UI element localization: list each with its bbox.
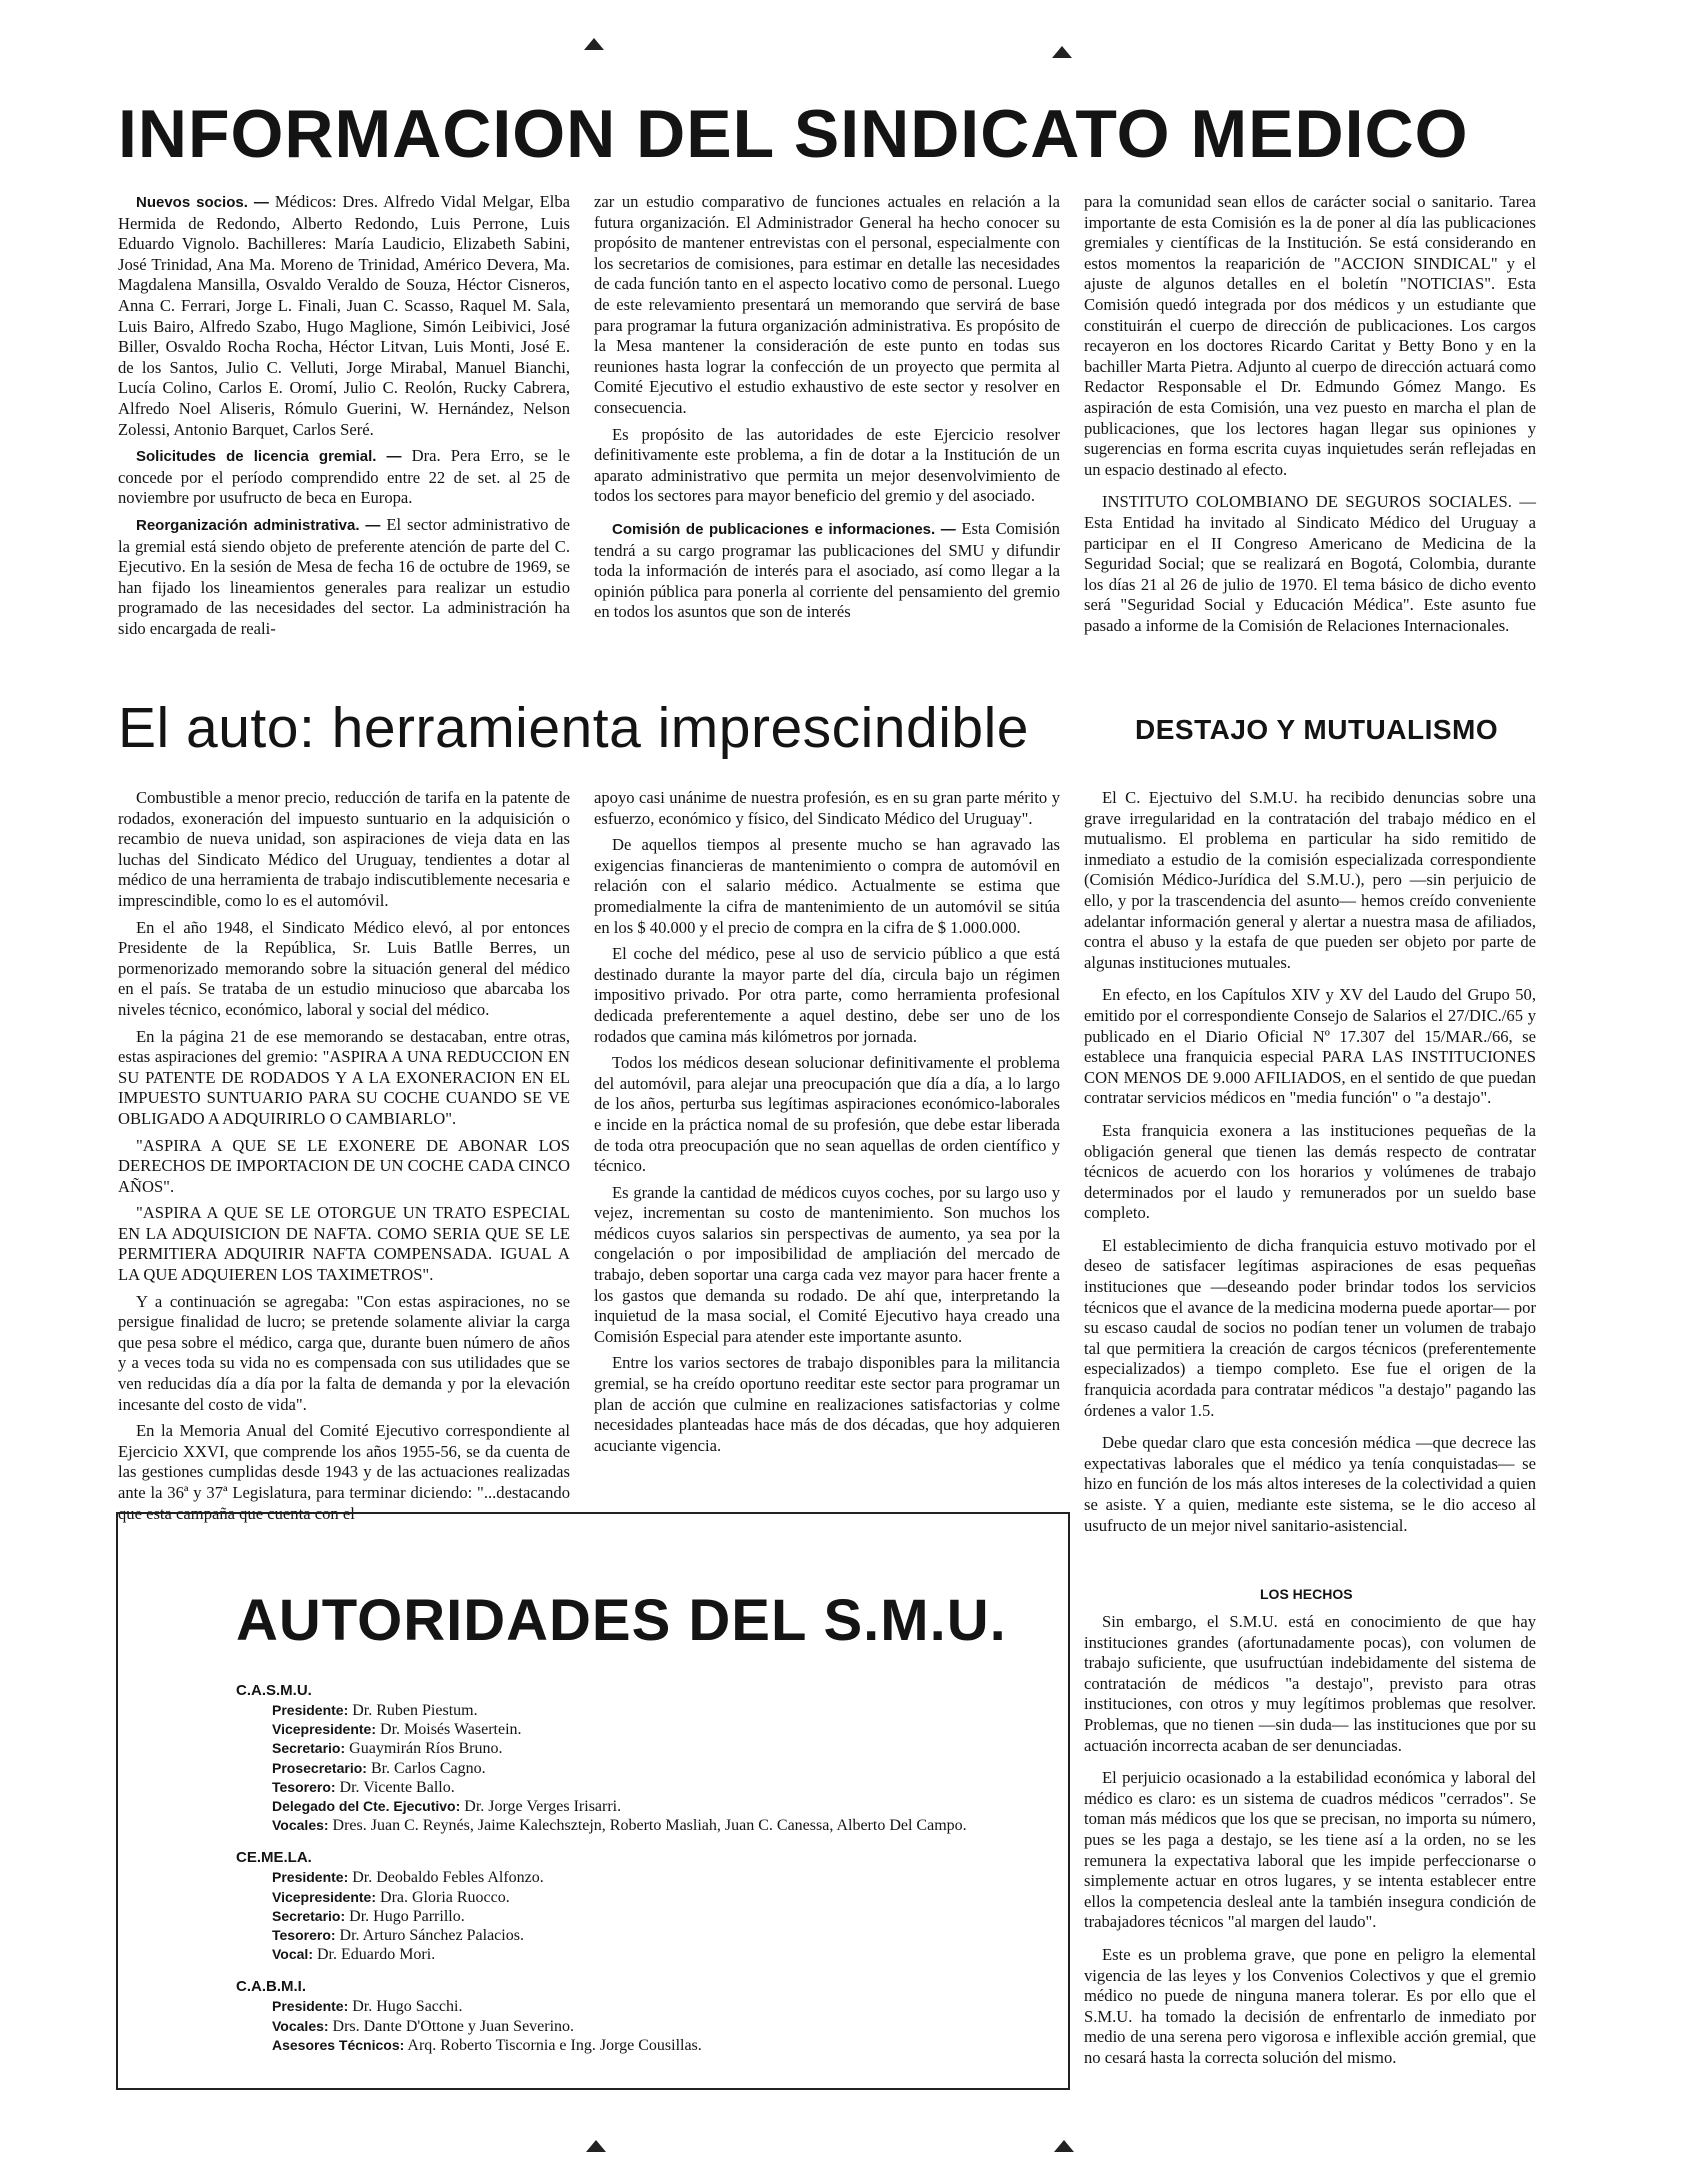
destajo-paragraph: El C. Ejectuivo del S.M.U. ha recibido denuncias sobre una grave irregularidad en la contratación del trabajo médico en el mutualismo. El problema en particular ha sido remitido de inmediato a estudio de la comisión especializada correspondiente (Comisión Médico-Jurídica del S.M.U.), pero —sin perjuicio de ello, y por la trascendencia del asunto— hemos creído conveniente adelantar información general y alertar a nuestra masa de afiliados, contra el abuso y la estafa de que pueden ser objeto por parte de algunas instituciones mutuales. (1084, 788, 1536, 972)
role: Vicepresidente: (272, 1888, 377, 1905)
top-item-new-members (118, 192, 570, 440)
authority-row (236, 1778, 1036, 1797)
authority-row (236, 1907, 1036, 1926)
destajo-column (1084, 788, 1536, 1542)
destajo-paragraph: Debe quedar claro que esta concesión médica —que decrece las expectativas laborales que el médico ya tenía conquistadas— se hizo en función de los más altos intereses de la colectividad a quien se asiste. Y a quien, mediante este sistema, se le dio acceso al usufructo de un mejor nivel sanitario-asistencial. (1084, 1433, 1536, 1535)
role: Vicepresidente: (272, 1721, 377, 1738)
names: Dr. Arturo Sánchez Palacios. (339, 1927, 524, 1945)
destajo-headline: DESTAJO Y MUTUALISMO (1135, 714, 1499, 745)
top-item-colombian-institute (1084, 492, 1536, 636)
auto-paragraph: Es grande la cantidad de médicos cuyos coches, por su largo uso y vejez, incrementan su costo de mantenimiento. Son muchos los médicos cuyos salarios sin perspectivas de aumento, ya sea por la congelación o por imposibilidad de ampliación del mercado de trabajo, deben soportar una carga cada vez mayor para hacer frente a los gastos que demanda su rodado. De ahí que, interpretando la inquietud de la masa social, el Comité Ejecutivo haya creado una Comisión Especial para atender este importante asunto. (594, 1182, 1060, 1346)
names: Dr. Deobaldo Febles Alfonzo. (352, 1869, 544, 1887)
destajo-paragraph: Este es un problema grave, que pone en peligro la elemental vigencia de las leyes y los Convenios Colectivos y que el gremio médico no puede de ninguna manera tolerar. Es por ello que el S.M.U. ha tomado la decisión de enfrentarlo de inmediato por medio de una serena pero vigorosa e inflexible acción gremial, que no cesará hasta la correcta solución del mismo. (1084, 1944, 1536, 2067)
role: Secretario: (272, 1907, 346, 1924)
role: Presidente: (272, 1869, 349, 1886)
authority-row (236, 1888, 1036, 1907)
authority-group-cemela (236, 1849, 1036, 1964)
authority-row (236, 1720, 1036, 1739)
top-item-reorganization (118, 515, 570, 640)
auto-paragraph: En el año 1948, el Sindicato Médico elevó, al por entonces Presidente de la República, Sr. Luis Batlle Berres, un pormenorizado memorando sobre la situación general del médico en el país. Se trataba de un estudio minucioso que abarcaba los niveles técnico, económico, laboral y social del médico. (118, 917, 570, 1019)
destajo-paragraph: El establecimiento de dicha franquicia estuvo motivado por el deseo de satisfacer legítimas aspiraciones de esas pequeñas instituciones que —deseando poder brindar todos los servicios técnicos que el avance de la medicina moderna puede aportar— por su escaso caudal de socios no podían tener un volumen de trabajo tal que permitiera la creación de cargos técnicos (preferentemente especializados) a tiempo completo. Ese fue el origen de la franquicia acordada para contratar médicos "a destajo" pagando las órdenes a valor 1.5. (1084, 1235, 1536, 1420)
authority-row (236, 1739, 1036, 1758)
names: Dr. Jorge Verges Irisarri. (464, 1798, 622, 1816)
role: Tesorero: (272, 1927, 336, 1944)
item-text: Médicos: Dres. Alfredo Vidal Melgar, Elba Hermida de Redondo, Alberto Redondo, Luis Perrone, Luis Eduardo Vignolo. Bachilleres: María Laudicio, Elizabeth Sabini, José Trinidad, Ana Ma. Moreno de Trinidad, Américo Devera, Ma. Magdalena Mansilla, Osvaldo Veraldo de Souza, Héctor Cisneros, Anna C. Ferrari, Jorge L. Finali, Juan C. Scasso, Raquel M. Sala, Luis Bairo, Alfredo Szabo, Hugo Maglione, Simón Leibivici, José Biller, Osvaldo Rocha Rocha, Héctor Litvan, Luis Monti, José E. de los Santos, Julio C. Velluti, Jorge Mirabal, Manuel Bianchi, Lucía Colino, Carlos E. Oromí, Julio C. Reolón, Rucky Cabrera, Alfredo Noel Aliseris, Rómulo Guerini, W. Hernández, Nelson Zolessi, Antonio Barquet, Carlos Seré. (118, 192, 570, 439)
role: Delegado del Cte. Ejecutivo: (272, 1798, 461, 1815)
item-text: Esta Comisión tendrá a su cargo programar las publicaciones del SMU y difundir toda la información de interés para el asociado, así como llegar a la opinión pública para ponerla al corriente del pensamiento del gremio en todos los asuntos que son de interés (594, 518, 1060, 622)
auto-paragraph: El coche del médico, pese al uso de servicio público a que está destinado durante la mayor parte del día, circula bajo un régimen impositivo privado. Por otra parte, como herramienta profesional dedicada preferentemente a aquel destino, debe ser uno de los rodados que camina más kilómetros por jornada. (594, 944, 1060, 1046)
role: Asesores Técnicos: (272, 2036, 405, 2053)
auto-column-1 (118, 788, 570, 1530)
item-text: El sector administrativo de la gremial está siendo objeto de preferente atención de parte del C. Ejecutivo. En la sesión de Mesa de fecha 16 de octubre de 1969, se han fijado los lineamientos generales para realizar un estudio programado de las necesidades del sector. La administración ha sido encargada de reali- (118, 514, 570, 638)
authority-row (236, 1816, 1036, 1835)
group-name: CE.ME.LA. (236, 1849, 312, 1867)
auto-paragraph: Entre los varios sectores de trabajo disponibles para la militancia gremial, se ha creído oportuno reeditar este sector para programar un plan de acción que culmine en realizaciones satisfactorias y colme necesidades planteadas hace más de dos décadas, que hoy adquieren acuciante vigencia. (594, 1353, 1060, 1455)
registration-mark-icon (584, 38, 604, 50)
names: Guaymirán Ríos Bruno. (349, 1740, 503, 1758)
item-text: Dra. Pera Erro, se le concede por el período comprendido entre 22 de set. al 25 de noviembre por usufructo de beca en Europa. (118, 446, 570, 508)
registration-mark-icon (1054, 2140, 1074, 2152)
authority-row (236, 1759, 1036, 1778)
names: Dr. Ruben Piestum. (352, 1702, 478, 1719)
names: Br. Carlos Cagno. (370, 1759, 486, 1777)
role: Presidente: (272, 1702, 349, 1718)
auto-paragraph: En la página 21 de ese memorando se destacaban, entre otras, estas aspiraciones del gremio: "ASPIRA A UNA REDUCCION EN SU PATENTE DE RODADOS Y A LA EXONERACION EN EL IMPUESTO SUNTUARIO PARA SU COCHE CUANDO SE VE OBLIGADO A ADQUIRIRLO O CAMBIARLO". (118, 1026, 570, 1128)
auto-headline: El auto: herramienta imprescindible (118, 696, 1029, 760)
destajo-paragraph: En efecto, en los Capítulos XIV y XV del Laudo del Grupo 50, emitido por el correspondiente Consejo de Salarios el 27/DIC./65 y publicado en el Diario Oficial Nº 17.307 del 15/MAR./66, se establece una franquicia especial PARA LAS INSTITUCIONES CON MENOS DE 9.000 AFILIADOS, en el sentido de que puedan contratar servicios médicos en "media función" o "a destajo". (1084, 985, 1536, 1108)
item-lead: Solicitudes de licencia gremial. — (136, 448, 402, 466)
auto-paragraph: En la Memoria Anual del Comité Ejecutivo correspondiente al Ejercicio XXVI, que comprende los años 1955-56, se da cuenta de las gestiones cumplidas desde 1943 y de las actuaciones realizadas ante la 36ª y 37ª Legislatura, para terminar diciendo: "...destacando que esta campaña que cuenta con el (118, 1421, 570, 1523)
authority-row (236, 1701, 1036, 1720)
item-lead: Reorganización administrativa. — (136, 516, 381, 534)
authority-row (236, 1997, 1036, 2016)
names: Dr. Hugo Parrillo. (349, 1907, 465, 1925)
destajo-hechos-column (1084, 1612, 1536, 2074)
los-hechos-subhead: LOS HECHOS (1260, 1586, 1353, 1602)
authority-group-cabmi (236, 1978, 1036, 2055)
names: Arq. Roberto Tiscornia e Ing. Jorge Cousillas. (407, 2036, 702, 2054)
auto-paragraph: "ASPIRA A QUE SE LE OTORGUE UN TRATO ESPECIAL EN LA ADQUISICION DE NAFTA. COMO SERIA QUE SE LE PERMITIERA ADQUIRIR NAFTA COMPENSADA. IGUAL A LA QUE ADQUIEREN LOS TAXIMETROS". (118, 1203, 570, 1285)
authority-row (236, 2036, 1036, 2055)
auto-column-2 (594, 788, 1060, 1462)
top-item-continuation (594, 192, 1060, 419)
registration-mark-icon (586, 2140, 606, 2152)
item-lead: Nuevos socios. — (136, 194, 269, 211)
item-text: Es propósito de las autoridades de este Ejercicio resolver definitivamente este problema, a fin de dotar a la Institución de un aparato administrativo que permita un mejor desenvolvimiento de todos los sectores para mayor beneficio del gremio y del asociado. (594, 424, 1060, 506)
autoridades-title: AUTORIDADES DEL S.M.U. (236, 1588, 1007, 1653)
names: Dr. Moisés Wasertein. (380, 1721, 522, 1739)
registration-mark-icon (1052, 46, 1072, 58)
authority-row (236, 1797, 1036, 1816)
top-item-leave-requests (118, 446, 570, 509)
autoridades-list (236, 1682, 1036, 2069)
item-lead: Comisión de publicaciones e informaciones. — (612, 520, 956, 538)
role: Vocales: (272, 2017, 329, 2034)
names: Dr. Eduardo Mori. (316, 1946, 436, 1964)
auto-paragraph: apoyo casi unánime de nuestra profesión, es en su gran parte mérito y esfuerzo, económico y físico, del Sindicato Médico del Uruguay". (594, 788, 1060, 828)
top-column-2 (594, 192, 1060, 629)
auto-paragraph: Todos los médicos desean solucionar definitivamente el problema del automóvil, para alejar una preocupación que día a día, a lo largo de los años, perturba sus legítimas aspiraciones económico-laborales e incide en la práctica nomal de su profesión, que debe estar liberada de toda otra preocupación que no sean aquellas de orden científico y técnico. (594, 1053, 1060, 1176)
role: Tesorero: (272, 1778, 336, 1795)
top-item-publications-commission (594, 519, 1060, 623)
masthead: INFORMACION DEL SINDICATO MEDICO (118, 96, 1469, 172)
role: Presidente: (272, 1998, 349, 2015)
top-column-3 (1084, 192, 1536, 642)
top-item-publications-continued (1084, 192, 1536, 480)
names: Drs. Dante D'Ottone y Juan Severino. (332, 2017, 575, 2035)
destajo-paragraph: Esta franquicia exonera a las instituciones pequeñas de la obligación general que tienen las demás respecto de contratar técnicos de acuerdo con los horarios y volúmenes de trabajo determinados por el laudo y remunerados por un sueldo base completo. (1084, 1120, 1536, 1223)
group-name: C.A.S.M.U. (236, 1682, 312, 1699)
auto-paragraph: Y a continuación se agregaba: "Con estas aspiraciones, no se persigue finalidad de lucro; se pretende solamente aliviar la carga que pesa sobre el médico, carga que, durante buen número de años y a veces toda su vida no es compensada con sus utilidades que se ven reducidas día a día por la falta de demanda y por la elevación incesante del costo de vida". (118, 1291, 570, 1414)
auto-paragraph: "ASPIRA A QUE SE LE EXONERE DE ABONAR LOS DERECHOS DE IMPORTACION DE UN COCHE CADA CINCO AÑOS". (118, 1135, 570, 1196)
names: Dra. Gloria Ruocco. (380, 1888, 510, 1906)
authority-row (236, 1945, 1036, 1964)
item-text: zar un estudio comparativo de funciones actuales en relación a la futura organización. El Administrador General ha hecho conocer su propósito de mantener entrevistas con el personal, especialmente con los secretarios de comisiones, para estimar en detalle las necesidades de cada función tanto en el aspecto locativo como de personal. Luego de este relevamiento presentará un memorando que servirá de base para programar la futura organización administrativa. Es propósito de la Mesa mantener la consideración de este punto en todas sus reuniones hasta lograr la confección de un proyecto que permita al Comité Ejecutivo el estudio exhaustivo de este sector y resolver en consecuencia. (594, 192, 1060, 417)
group-name: C.A.B.M.I. (236, 1978, 306, 1996)
names: Dres. Juan C. Reynés, Jaime Kalechsztejn, Roberto Masliah, Juan C. Canessa, Alberto Del Campo. (332, 1817, 967, 1835)
item-text: INSTITUTO COLOMBIANO DE SEGUROS SOCIALES. — Esta Entidad ha invitado al Sindicato Médico del Uruguay a participar en el II Congreso Americano de Medicina de la Seguridad Social; que se realizará en Bogotá, Colombia, durante los días 21 al 26 de julio de 1970. El tema básico de dicho evento será "Seguridad Social y Educación Médica". Este asunto fue pasado a informe de la Comisión de Relaciones Internacionales. (1084, 492, 1536, 635)
top-item-purpose (594, 425, 1060, 507)
role: Vocales: (272, 1817, 329, 1834)
top-column-1 (118, 192, 570, 645)
names: Dr. Vicente Ballo. (339, 1778, 455, 1796)
destajo-paragraph: El perjuicio ocasionado a la estabilidad económica y laboral del médico es claro: es un sistema de cuadros médicos "cerrados". Se toman más médicos que los que se precisan, no importa su número, pues se les paga a destajo, se les tiene así a la orden, no se les remunera la expectativa laboral que les impide perfeccionarse o simplemente actuar en otros lugares, y se intenta establecer entre ellos la competencia desleal ante la también insegura condición de trabajadores técnicos "al margen del laudo". (1084, 1768, 1536, 1932)
auto-paragraph: Combustible a menor precio, reducción de tarifa en la patente de rodados, exoneración del impuesto suntuario en la adquisición o recambio de nueva unidad, son aspiraciones de vieja data en las luchas del Sindicato Médico del Uruguay, tendientes a dotar al médico de una herramienta de trabajo indiscutiblemente necesaria e imprescindible, como lo es el automóvil. (118, 788, 570, 910)
auto-paragraph: De aquellos tiempos al presente mucho se han agravado las exigencias financieras de mantenimiento o compra de automóvil en relación con el salario médico. Actualmente se estima que promedialmente la cifra de mantenimiento de un automóvil se sitúa en los $ 40.000 y el precio de compra en la cifra de $ 1.000.000. (594, 835, 1060, 937)
item-text: para la comunidad sean ellos de carácter social o sanitario. Tarea importante de esta Comisión es la de poner al día las publicaciones gremiales y científicas de la Institución. Se está considerando en estos momentos la reaparición de "ACCION SINDICAL" y el ajuste de algunos detalles en el boletín "NOTICIAS". Esta Comisión quedó integrada por dos médicos y un estudiante que constituirán el cuerpo de dirección de publicaciones. Los cargos recayeron en los doctores Ricardo Caritat y Betty Bono y en la bachiller Marta Pietra. Adjunto al cuerpo de dirección actuará como Redactor Responsable el Dr. Edmundo Gómez Mango. Es aspiración de esta Comisión, una vez puesto en marcha el plan de publicaciones, que los lectores hagan llegar sus opiniones y sugerencias en forma escrita cuyas inquietudes serán reflejadas en un espacio destinado al efecto. (1084, 192, 1536, 479)
names: Dr. Hugo Sacchi. (352, 1998, 463, 2016)
authority-row (236, 1926, 1036, 1945)
authority-row (236, 2017, 1036, 2036)
role: Vocal: (272, 1946, 313, 1963)
destajo-paragraph: Sin embargo, el S.M.U. está en conocimiento de que hay instituciones grandes (afortunadamente pocas), con volumen de trabajo suficiente, que usufructúan indebidamente del sistema de contratación de médicos "a destajo", previsto para otras instituciones, con otros y muy legítimos problemas que resolver. Problemas, que no tienen —sin duda— las instituciones que por su actuación incorrecta acaban de ser denunciadas. (1084, 1612, 1536, 1755)
authority-row (236, 1868, 1036, 1887)
role: Secretario: (272, 1740, 346, 1757)
authority-group-casmu (236, 1682, 1036, 1835)
role: Prosecretario: (272, 1759, 367, 1776)
